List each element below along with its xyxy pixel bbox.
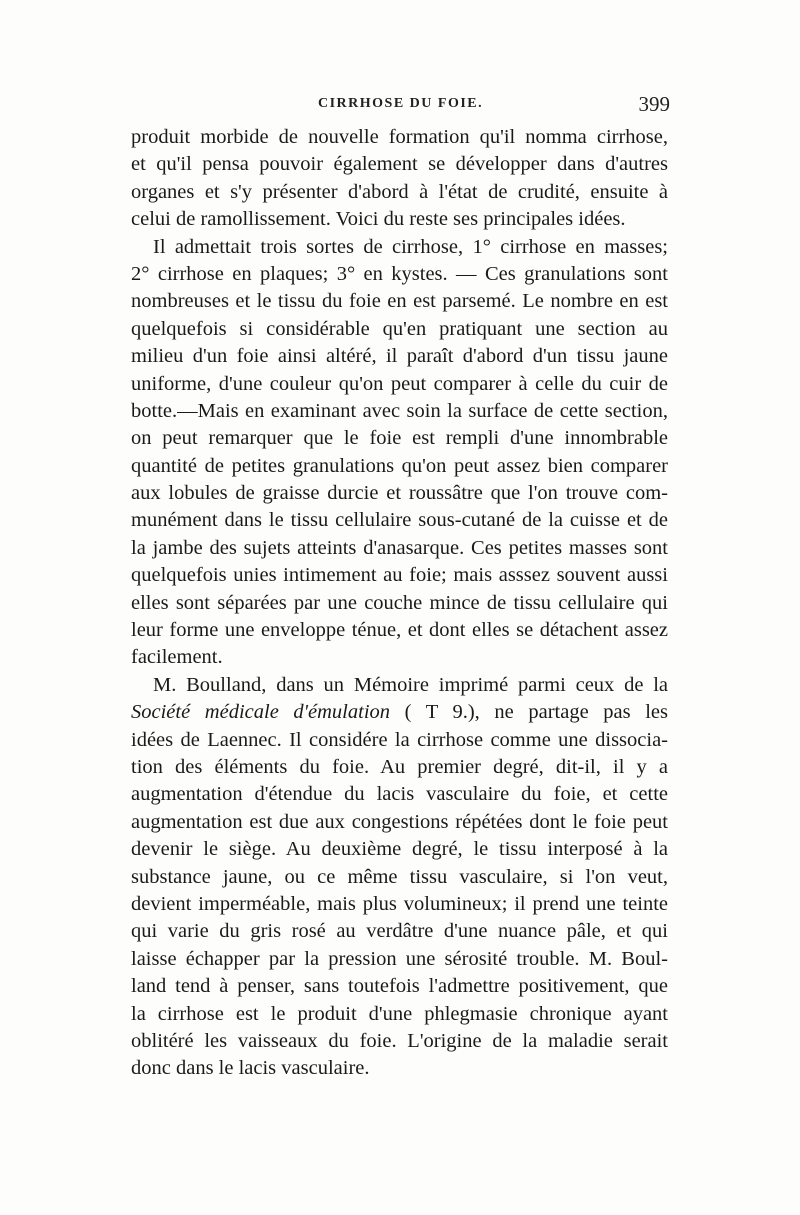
body-text [131,124,668,1083]
running-head [130,94,670,118]
text-line: la jambe des sujets atteints d'anasarque. Ces petites masses sont [131,536,668,559]
italic-society-title: Société médicale d'émulation [131,701,391,724]
paragraph-start-line: Il admettait trois sortes de cirrhose, 1° cirrhose en masses; [153,235,668,258]
text-line: uniforme, d'une couleur qu'on peut comparer à celle du cuir de [131,372,668,395]
text-line: substance jaune, ou ce même tissu vasculaire, si l'on veut, [131,865,668,888]
text-line: donc dans le lacis vasculaire. [131,1057,370,1080]
text-line: quantité de petites granulations qu'on peut assez bien comparer [131,454,668,477]
text-line: augmentation est due aux congestions répétées dont le foie peut [131,810,668,833]
text-line: munément dans le tissu cellulaire sous-cutané de la cuisse et de [131,509,668,532]
text-line: land tend à penser, sans toutefois l'admettre positivement, que [131,975,668,998]
text-line: qui varie du gris rosé au verdâtre d'une nuance pâle, et qui [131,920,668,943]
text-line: facilement. [131,646,223,669]
paragraph-start-line: M. Boulland, dans un Mémoire imprimé parmi ceux de la [153,673,668,696]
text-line-remainder: ( T 9.), ne partage pas les [404,701,668,724]
text-line: quelquefois unies intimement au foie; mais asssez souvent aussi [131,564,668,587]
text-line: milieu d'un foie ainsi altéré, il paraît d'abord d'un tissu jaune [131,345,668,368]
text-line: produit morbide de nouvelle formation qu'il nomma cirrhose, [131,126,668,148]
text-line: tion des éléments du foie. Au premier degré, dit-il, il y a [131,755,668,778]
text-line: elles sont séparées par une couche mince de tissu cellulaire qui [131,591,668,614]
text-line: devenir le siège. Au deuxième degré, le tissu interposé à la [131,838,668,861]
text-line: nombreuses et le tissu du foie en est parsemé. Le nombre en est [131,290,668,313]
text-line: aux lobules de graisse durcie et roussâtre que l'on trouve com- [131,482,668,505]
text-line: oblitéré les vaisseaux du foie. L'origine de la maladie serait [131,1029,668,1052]
text-line: idées de Laennec. Il considére la cirrhose comme une dissocia- [131,728,668,751]
text-line: la cirrhose est le produit d'une phlegmasie chronique ayant [131,1002,668,1025]
running-title: CIRRHOSE DU FOIE. [318,96,484,111]
text-line: laisse échapper par la pression une sérosité trouble. M. Boul- [131,947,668,970]
text-line: leur forme une enveloppe ténue, et dont elles se détachent assez [131,619,668,642]
text-line: 2° cirrhose en plaques; 3° en kystes. — Ces granulations sont [131,262,668,285]
text-line: botte.—Mais en examinant avec soin la surface de cette section, [131,399,668,422]
text-line: quelquefois si considérable qu'en pratiquant une section au [131,317,668,340]
text-line: augmentation d'étendue du lacis vasculaire du foie, et cette [131,783,668,806]
page-number: 399 [638,92,670,116]
text-line: devient imperméable, mais plus volumineux; il prend une teinte [131,892,668,915]
text-line: on peut remarquer que le foie est rempli d'une innombrable [131,427,668,450]
text-line-with-italic-title [131,699,668,726]
text-line: organes et s'y présenter d'abord à l'état de crudité, ensuite à [131,180,668,203]
text-line: celui de ramollissement. Voici du reste ses principales idées. [131,208,626,231]
show-through-bleed [380,1039,680,1059]
text-line: et qu'il pensa pouvoir également se développer dans d'autres [131,153,668,176]
